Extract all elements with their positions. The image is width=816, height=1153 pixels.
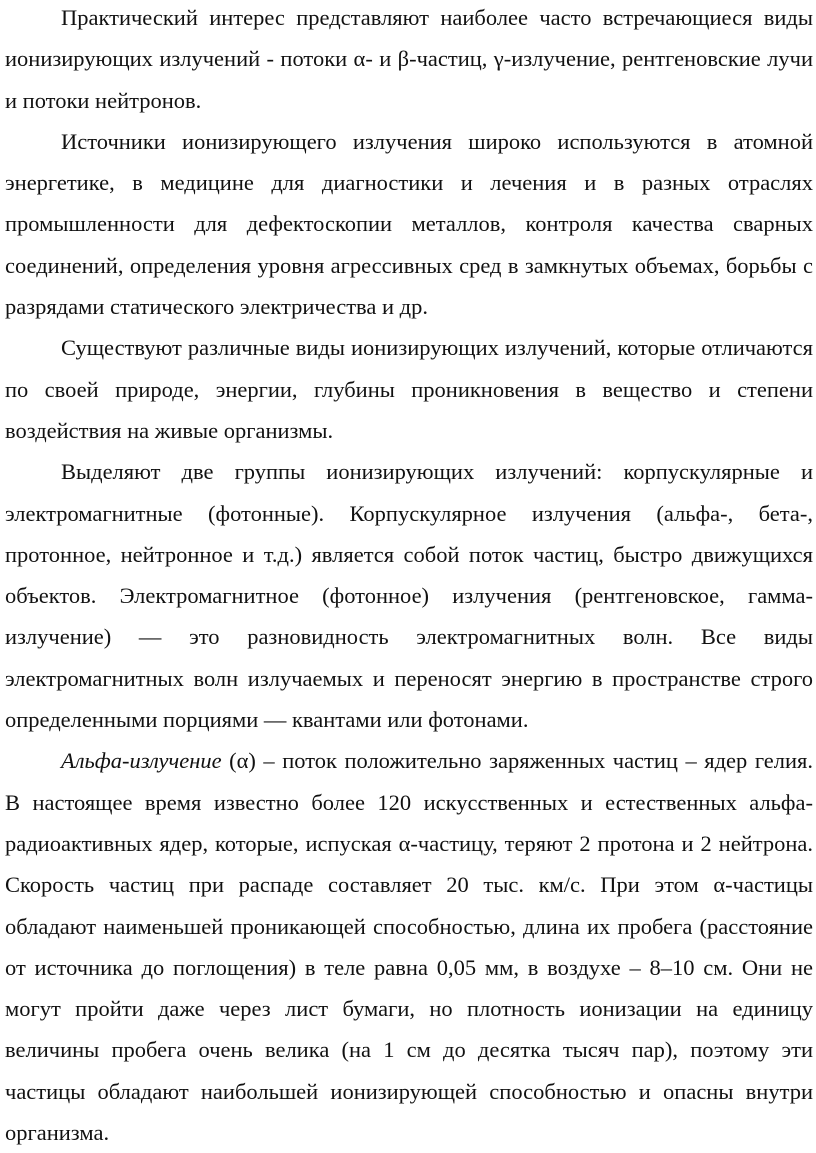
term-alpha-radiation: Альфа-излучение xyxy=(61,748,222,774)
paragraph-practical-interest: Практический интерес представляют наиболее часто встречающиеся виды ионизирующих излучений - потоки α- и β-частиц, γ-излучение, рентгеновские лучи и потоки нейтронов. xyxy=(5,5,813,113)
paragraph-types: Существуют различные виды ионизирующих излучений, которые отличаются по своей природе, энергии, глубины проникновения в вещество и степени воздействия на живые организмы. xyxy=(5,335,813,443)
alpha-radiation-text: (α) – поток положительно заряженных частиц – ядер гелия. В настоящее время известно более 120 искусственных и естественных альфа-радиоактивных ядер, которые, испуская α-частицу, теряют 2 протона и 2 нейтрона. Скорость частиц при распаде составляет 20 тыс. км/с. При этом α-частицы обладают наименьшей проникающей способностью, длина их пробега (расстояние от источника до поглощения) в теле равна 0,05 мм, в воздухе – 8–10 см. Они не могут пройти даже через лист бумаги, но плотность ионизации на единицу величины пробега очень велика (на 1 см до десятка тысяч пар), поэтому эти частицы обладают наибольшей ионизирующей способностью и опасны внутри организма. xyxy=(5,748,813,1146)
paragraph-alpha-radiation xyxy=(5,740,813,1153)
paragraph-sources: Источники ионизирующего излучения широко используются в атомной энергетике, в медицине для диагностики и лечения и в разных отраслях промышленности для дефектоскопии металлов, контроля качества сварных соединений, определения уровня агрессивных сред в замкнутых объемах, борьбы с разрядами статического электричества и др. xyxy=(5,128,813,320)
paragraph-groups: Выделяют две группы ионизирующих излучений: корпускулярные и электромагнитные (фотонные). Корпускулярное излучения (альфа-, бета-, протонное, нейтронное и т.д.) является собой поток частиц, быстро движущихся объектов. Электромагнитное (фотонное) излучения (рентгеновское, гамма-излучение) — это разновидность электромагнитных волн. Все виды электромагнитных волн излучаемых и переносят энергию в пространстве строго определенными порциями — квантами или фотонами. xyxy=(5,459,813,733)
